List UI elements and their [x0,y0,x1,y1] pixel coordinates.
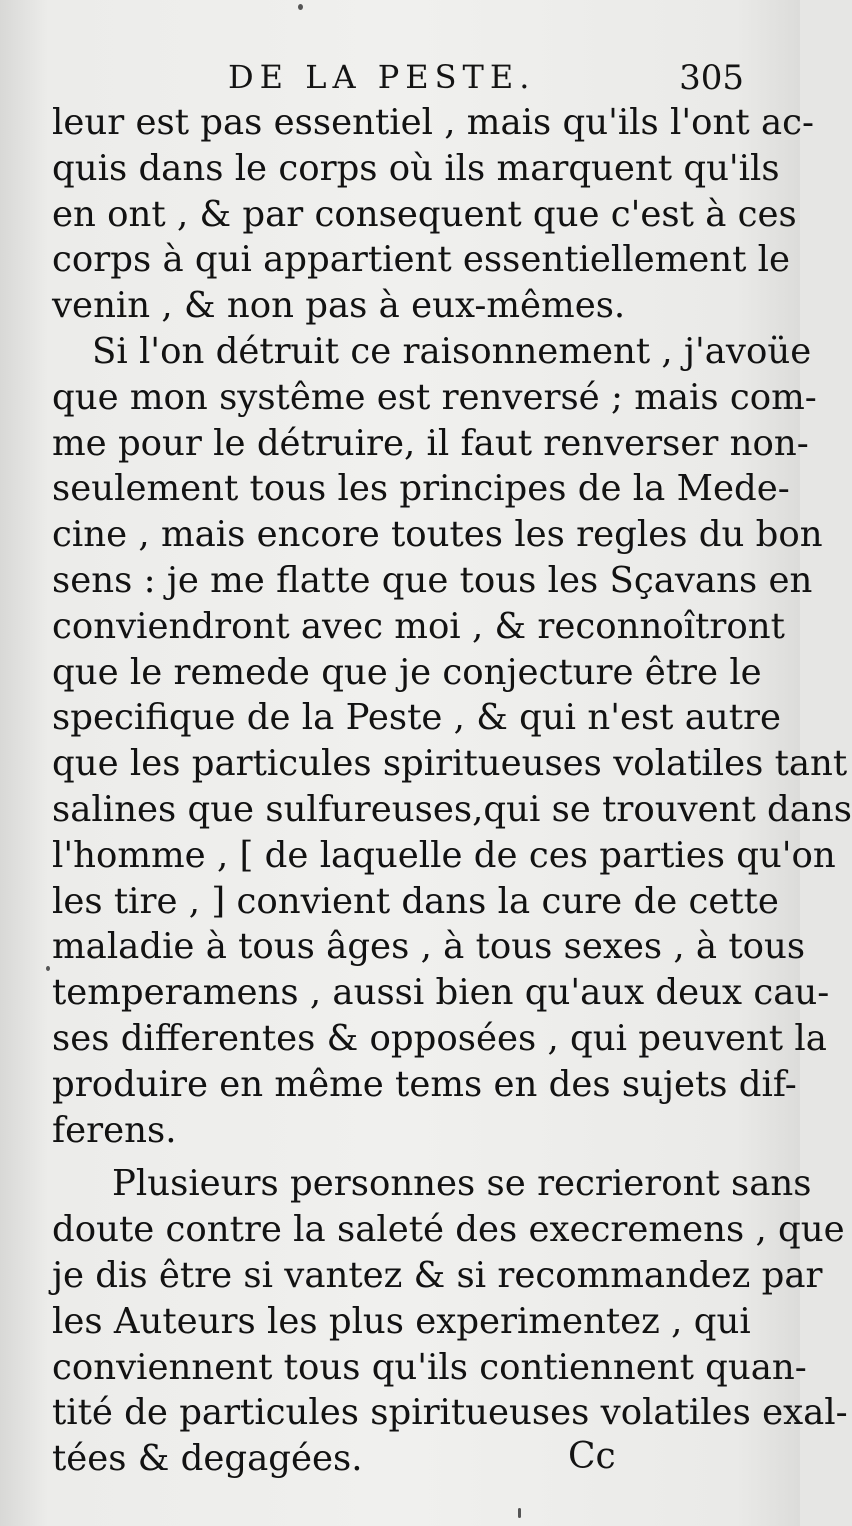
text-line: que mon systême est renversé ; mais com- [52,376,817,418]
text-line: corps à qui appartient essentiellement le [52,239,791,281]
body-text [52,100,852,1482]
paragraph-first-line: Plusieurs personnes se recrieront sans [112,1163,812,1205]
text-line: que le remede que je conjecture être le [52,651,762,693]
text-line: ferens. [52,1109,177,1151]
text-line: l'homme , [ de laquelle de ces parties qu'on [52,834,836,876]
text-line: tées & degagées. [52,1438,363,1480]
text-line: les tire , ] convient dans la cure de cette [52,880,779,922]
running-head [50,56,750,100]
text-line: temperamens , aussi bien qu'aux deux cau- [52,972,830,1014]
text-line: doute contre la saleté des execremens , que [52,1209,845,1251]
text-line: specifique de la Peste , & qui n'est autre [52,697,781,739]
catchword: Cc [568,1436,616,1477]
text-line: conviendront avec moi , & reconnoîtront [52,605,785,647]
text-line: quis dans le corps où ils marquent qu'ils [52,147,780,189]
text-line: seulement tous les principes de la Mede- [52,468,790,510]
text-line: sens : je me flatte que tous les Sçavans en [52,559,813,601]
text-line: ses differentes & opposées , qui peuvent la [52,1017,827,1059]
ink-spot [46,966,50,971]
text-line: salines que sulfureuses,qui se trouvent dans [52,788,852,830]
page-number: 305 [679,58,744,98]
paragraph-first-line: Si l'on détruit ce raisonnement , j'avoüe [92,330,812,372]
ink-spot [298,4,303,10]
running-title: DE LA PESTE. [228,58,536,96]
ink-spot [518,1508,521,1518]
text-line: cine , mais encore toutes les regles du bon [52,514,823,556]
text-line: en ont , & par consequent que c'est à ces [52,193,797,235]
text-line: venin , & non pas à eux-mêmes. [52,285,626,327]
text-line: produire en même tems en des sujets dif- [52,1063,797,1105]
text-line: maladie à tous âges , à tous sexes , à tous [52,926,806,968]
text-line: leur est pas essentiel , mais qu'ils l'ont ac- [52,102,814,143]
text-line: tité de particules spiritueuses volatiles exal- [52,1392,848,1434]
text-line: les Auteurs les plus experimentez , qui [52,1300,751,1342]
text-line: que les particules spiritueuses volatiles tant [52,743,848,785]
text-line: me pour le détruire, il faut renverser non- [52,422,809,464]
text-line: je dis être si vantez & si recommandez par [52,1254,823,1296]
text-line: conviennent tous qu'ils contiennent quan- [52,1346,807,1388]
